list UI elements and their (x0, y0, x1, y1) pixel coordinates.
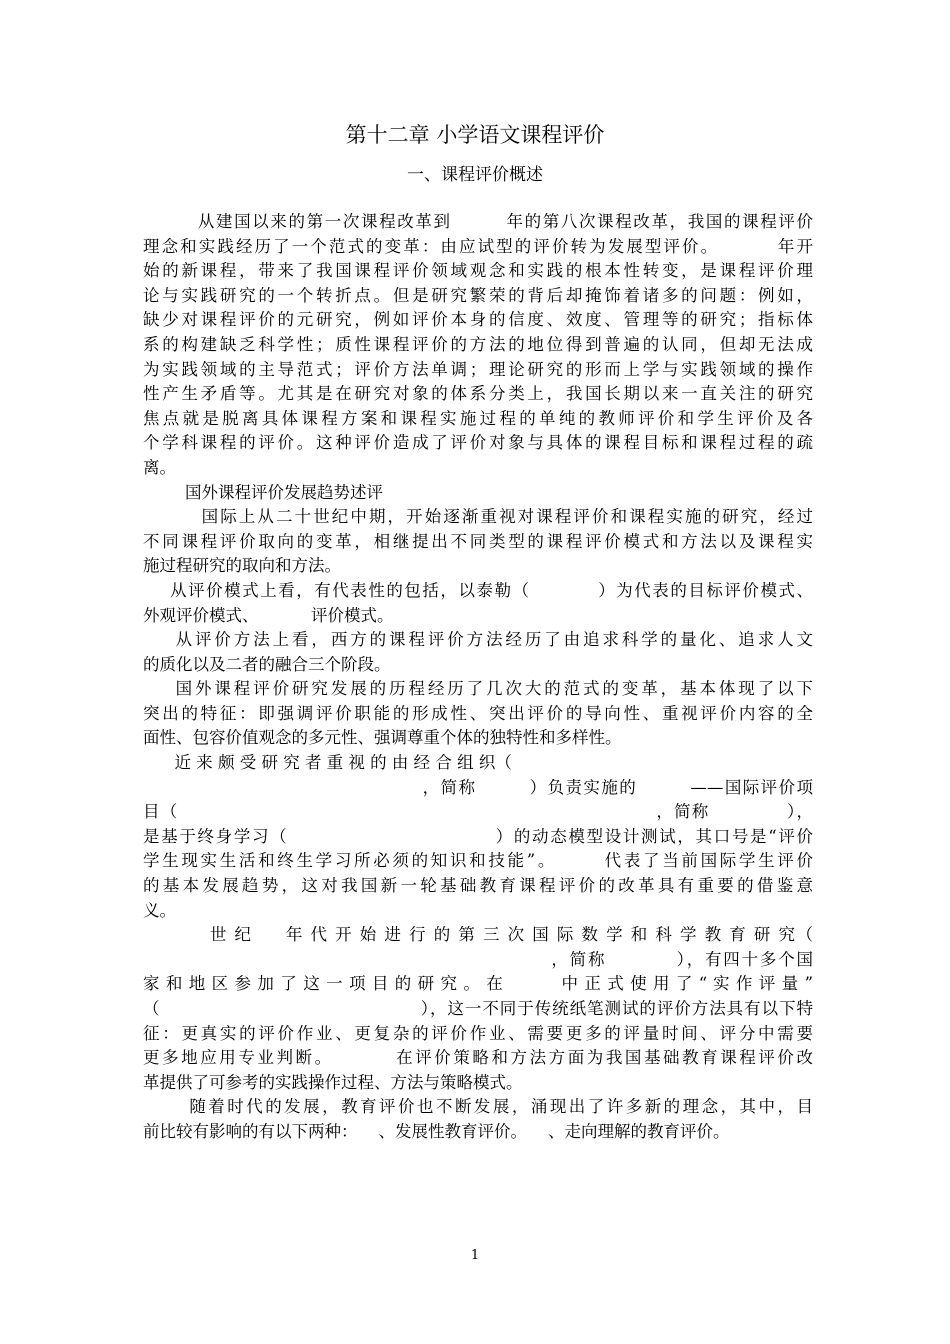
text-line: 个学科课程的评价。这种评价造成了评价对象与具体的课程目标和课程过程的疏 (143, 433, 813, 453)
text-line: 国外课程评价发展趋势述评 (143, 482, 383, 502)
text-line: （ ），这一不同于传统纸笔测试的评价方法具有以下特 (143, 999, 813, 1018)
text-line: ，简称 ）负责实施的 ——国际评价项 (143, 777, 813, 797)
text-line: 的基本发展趋势，这对我国新一轮基础教育课程评价的改革具有重要的借鉴意 (143, 876, 813, 896)
text-line: 离。 (143, 457, 176, 477)
text-line: 国际上从二十世纪中期，开始逐渐重视对课程评价和课程实施的研究，经过 (143, 507, 813, 527)
text-line: 为实践领域的主导范式；评价方法单调；理论研究的形而上学与实践领域的操作 (143, 359, 813, 379)
text-line: 突出的特征：即强调评价职能的形成性、突出评价的导向性、重视评价内容的全 (143, 703, 813, 723)
text-line: 近 来 颇 受 研 究 者 重 视 的 由 经 合 组 织（ (143, 753, 512, 773)
text-line: 系的构建缺乏科学性；质性课程评价的方法的地位得到普遍的认同，但却无法成 (143, 334, 813, 354)
text-line: 家 和 地 区 参 加 了 这 一 项 目 的 研 究 。 在 中 正 式 使 用 了 “ 实 作 评 量 ” (143, 974, 813, 994)
text-line: 征：更真实的评价作业、更复杂的评价作业、需要更多的评量时间、评分中需要 (143, 1023, 813, 1043)
text-line: 焦点就是脱离具体课程方案和课程实施过程的单纯的教师评价和学生评价及各 (143, 408, 813, 428)
text-line: 理念和实践经历了一个范式的变革：由应试型的评价转为发展型评价。 年开 (143, 236, 813, 256)
text-line: 义。 (143, 900, 176, 920)
text-line: ，简称 ），有四十多个国 (143, 949, 813, 969)
text-line: 革提供了可参考的实践操作过程、方法与策略模式。 (143, 1072, 523, 1092)
text-line: 从评价方法上看，西方的课程评价方法经历了由追求科学的量化、追求人文 (143, 630, 813, 650)
chapter-title: 第十二章 小学语文课程评价 (345, 123, 605, 147)
text-line: 学生现实生活和终生学习所必须的知识和技能”。 代表了当前国际学生评价 (143, 851, 813, 871)
text-line: 论与实践研究的一个转折点。但是研究繁荣的背后却掩饰着诸多的问题：例如， (143, 285, 813, 305)
text-line: 缺少对课程评价的元研究，例如评价本身的信度、效度、管理等的研究；指标体 (143, 310, 813, 330)
text-line: 目（ ，简称 ）， (143, 802, 813, 822)
text-line: 的质化以及二者的融合三个阶段。 (143, 654, 391, 674)
text-line: 外观评价模式、 评价模式。 (143, 605, 394, 625)
text-line: 始的新课程，带来了我国课程评价领域观念和实践的根本性转变，是课程评价理 (143, 261, 813, 281)
text-line: 不同课程评价取向的变革，相继提出不同类型的课程评价模式和方法以及课程实 (143, 531, 813, 551)
text-line: 从建国以来的第一次课程改革到 年的第八次课程改革，我国的课程评价 (143, 212, 813, 231)
text-line: 面性、包容价值观念的多元性、强调尊重个体的独特性和多样性。 (143, 728, 622, 748)
text-line: 是基于终身学习（ ）的动态模型设计测试，其口号是“评价 (143, 826, 813, 846)
text-line: 更多地应用专业判断。 在评价策略和方法方面为我国基础教育课程评价改 (143, 1048, 813, 1068)
section-heading: 一、课程评价概述 (407, 165, 543, 185)
text-line: 随着时代的发展，教育评价也不断发展，涌现出了许多新的理念，其中，目 (143, 1097, 813, 1117)
text-line: 国外课程评价研究发展的历程经历了几次大的范式的变革，基本体现了以下 (143, 679, 813, 699)
text-line: 世 纪 年 代 开 始 进 行 的 第 三 次 国 际 数 学 和 科 学 教 育 研 究（ (143, 925, 813, 945)
body-text (143, 210, 813, 1145)
page-number: 1 (470, 1248, 480, 1263)
text-line: 从评价模式上看，有代表性的包括，以泰勒（ ）为代表的目标评价模式、 (143, 580, 813, 600)
text-line: 前比较有影响的有以下两种： 、发展性教育评价。 、走向理解的教育评价。 (143, 1121, 730, 1141)
text-line: 施过程研究的取向和方法。 (143, 556, 341, 576)
text-line: 性产生矛盾等。尤其是在研究对象的体系分类上，我国长期以来一直关注的研究 (143, 384, 813, 404)
